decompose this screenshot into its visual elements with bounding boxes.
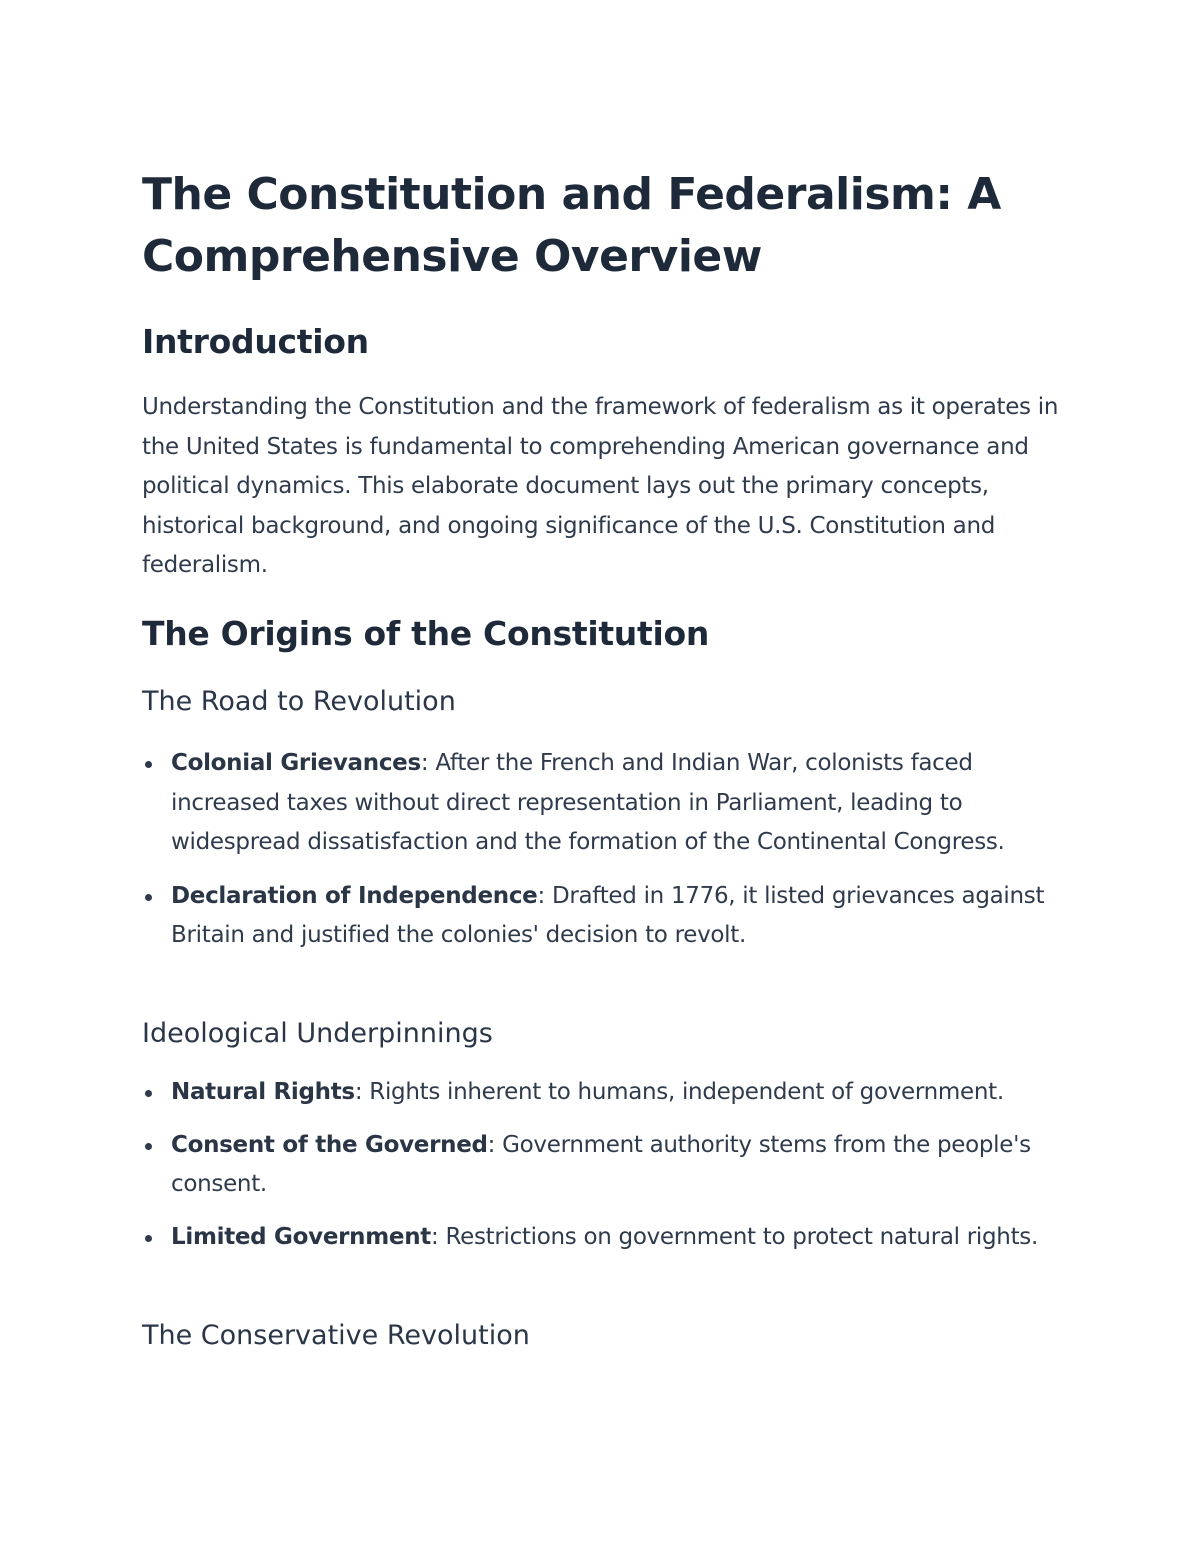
list-item	[142, 1073, 1062, 1113]
list-item	[142, 877, 1062, 956]
list-item-term: Natural Rights	[171, 1079, 355, 1105]
ideological-underpinnings-heading: Ideological Underpinnings	[142, 1018, 493, 1049]
document-title: The Constitution and Federalism: A Comprehensive Overview	[142, 169, 1001, 282]
list-item-term: Colonial Grievances	[171, 750, 421, 776]
origins-heading: The Origins of the Constitution	[142, 614, 710, 653]
road-to-revolution-list	[142, 744, 1062, 956]
list-item-text: : After the French and Indian War, colonists faced increased taxes without direct representation in Parliament, leading to widespread dissatisfaction and the formation of the Continental Congress.	[171, 750, 1005, 855]
list-item-text: : Government authority stems from the people's consent.	[171, 1131, 1031, 1197]
list-item	[142, 1126, 1062, 1205]
list-item-term: Consent of the Governed	[171, 1131, 488, 1158]
list-item	[142, 744, 1062, 863]
list-item-text: : Rights inherent to humans, independent of government.	[354, 1079, 1004, 1105]
introduction-paragraph: Understanding the Constitution and the framework of federalism as it operates in the United States is fundamental to comprehending American governance and political dynamics. This elaborate document lays out the primary concepts, historical background, and ongoing significance of the U.S. Constitution and federalism.	[142, 394, 1059, 578]
conservative-revolution-heading: The Conservative Revolution	[142, 1320, 530, 1351]
list-item-text: : Drafted in 1776, it listed grievances against Britain and justified the colonies' decision to revolt.	[171, 882, 1045, 948]
list-item	[142, 1218, 1062, 1258]
list-item-text: : Restrictions on government to protect natural rights.	[430, 1223, 1038, 1250]
list-item-term: Limited Government	[171, 1223, 431, 1250]
road-to-revolution-heading: The Road to Revolution	[142, 686, 456, 717]
ideological-underpinnings-list	[142, 1073, 1062, 1257]
list-item-term: Declaration of Independence	[171, 882, 538, 909]
introduction-heading: Introduction	[142, 322, 369, 361]
